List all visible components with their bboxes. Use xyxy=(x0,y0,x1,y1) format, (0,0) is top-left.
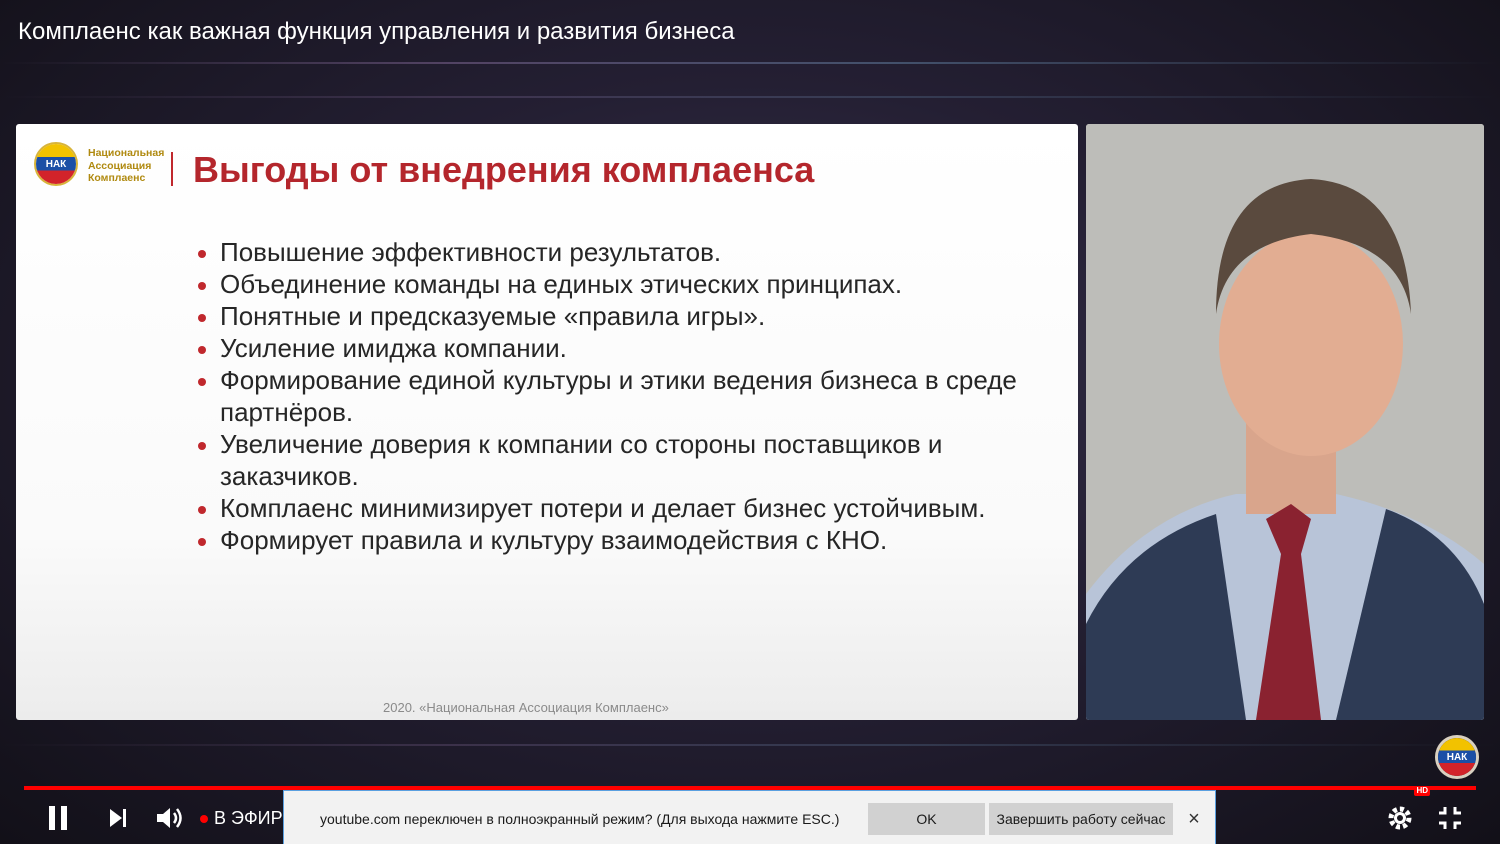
volume-button[interactable] xyxy=(150,792,190,844)
settings-button[interactable] xyxy=(1378,786,1428,844)
next-button[interactable] xyxy=(98,792,138,844)
title-divider xyxy=(171,152,173,186)
list-item: Объединение команды на единых этических принципах. xyxy=(196,268,1056,300)
speaker-video xyxy=(1086,124,1484,720)
fullscreen-message: youtube.com переключен в полноэкранный режим? (Для выхода нажмите ESC.) xyxy=(320,811,840,827)
volume-icon xyxy=(155,805,185,831)
list-item: Формирует правила и культуру взаимодействия с КНО. xyxy=(196,524,1056,556)
live-dot-icon xyxy=(200,815,208,823)
live-indicator[interactable] xyxy=(200,808,283,829)
fullscreen-notice xyxy=(283,790,1216,844)
list-item: Увеличение доверия к компании со стороны поставщиков и заказчиков. xyxy=(196,428,1056,492)
list-item: Понятные и предсказуемые «правила игры». xyxy=(196,300,1056,332)
organization-name: Национальная Ассоциация Комплаенс xyxy=(88,147,165,184)
benefits-list xyxy=(196,236,1056,556)
gear-icon xyxy=(1386,804,1414,832)
slide-footer: 2020. «Национальная Ассоциация Комплаенс» xyxy=(383,700,669,715)
list-item: Повышение эффективности результатов. xyxy=(196,236,1056,268)
slide-title: Выгоды от внедрения комплаенса xyxy=(193,149,815,190)
list-item: Усиление имиджа компании. xyxy=(196,332,1056,364)
pause-icon xyxy=(47,805,69,831)
skip-next-icon xyxy=(107,807,129,829)
hd-badge: HD xyxy=(1416,786,1428,795)
channel-logo-icon[interactable]: НАК xyxy=(1438,738,1476,776)
video-title: Комплаенс как важная функция управления и развития бизнеса xyxy=(18,18,735,45)
list-item: Формирование единой культуры и этики ведения бизнеса в среде партнёров. xyxy=(196,364,1056,428)
list-item: Комплаенс минимизирует потери и делает бизнес устойчивым. xyxy=(196,492,1056,524)
exit-fullscreen-icon xyxy=(1437,805,1463,831)
nak-logo-icon: НАК xyxy=(36,144,76,184)
pause-button[interactable] xyxy=(38,792,78,844)
presentation-slide xyxy=(16,124,1078,720)
live-label: В ЭФИР xyxy=(214,808,283,828)
close-icon[interactable]: × xyxy=(1188,807,1200,830)
ok-button[interactable]: OK xyxy=(868,803,985,835)
exit-fullscreen-button[interactable] xyxy=(1430,792,1470,844)
exit-now-button[interactable]: Завершить работу сейчас xyxy=(989,803,1173,835)
